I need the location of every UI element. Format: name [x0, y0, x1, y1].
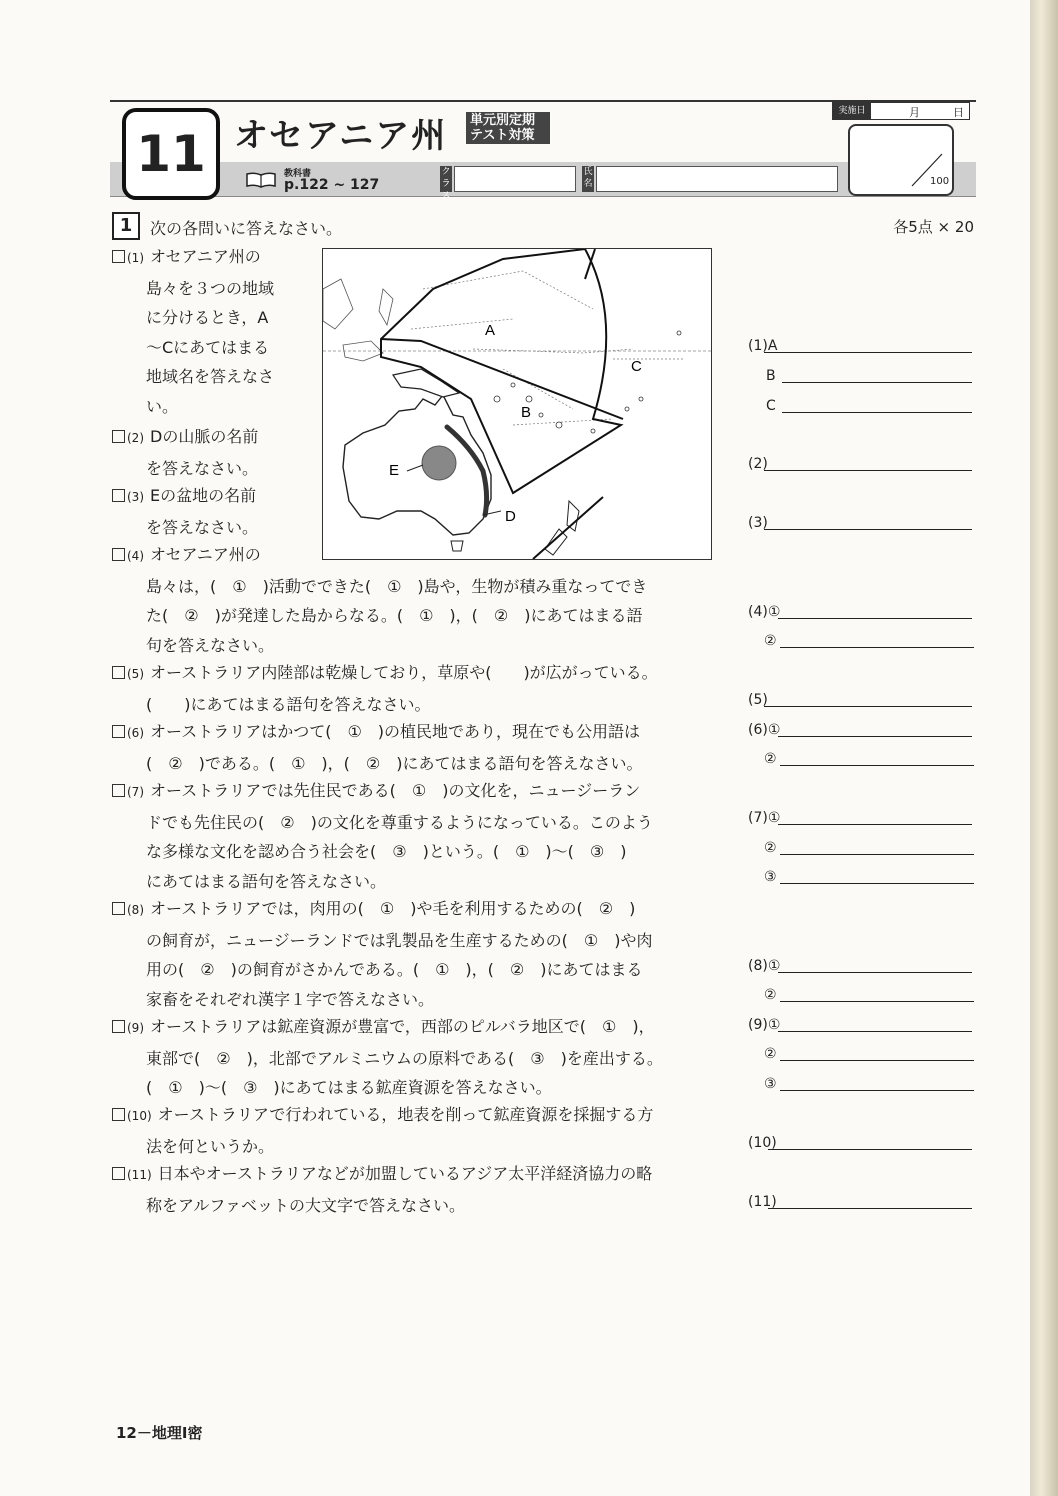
map-drawing: [323, 249, 711, 559]
checkbox-q6[interactable]: [112, 725, 125, 738]
class-label: クラス: [441, 167, 451, 201]
checkbox-q3[interactable]: [112, 489, 125, 502]
answer-1c[interactable]: C: [766, 398, 776, 414]
checkbox-q9[interactable]: [112, 1020, 125, 1033]
question-4: (4) オセアニア州の 島々は，( ① )活動でできた( ① )島や，生物が積み重なってでき た( ② )が発達した島からなる。( ① )，( ② )にあてはまる語 句を答えなさい。: [112, 540, 647, 660]
question-7: (7) オーストラリアでは先住民である( ① )の文化を，ニュージーラン ドでも先住民の( ② )の文化を尊重するようになっている。このよう な多様な文化を認め合う社会を( ③ )という。( ① )～( ③ ) にあてはまる語句を答えなさい。: [112, 776, 653, 896]
question-10: (10) オーストラリアで行われている，地表を削って鉱産資源を採掘する方 法を何というか。: [112, 1100, 653, 1161]
page-title: オセアニア州: [234, 116, 448, 156]
question-11: (11) 日本やオーストラリアなどが加盟しているアジア太平洋経済協力の略 称をアルファベットの大文字で答えなさい。: [112, 1159, 652, 1220]
question-9: (9) オーストラリアは鉱産資源が豊富で，西部のピルバラ地区で( ① )， 東部で( ② )，北部でアルミニウムの原料である( ③ )を産出する。 ( ① )～( ③ )にあてはまる鉱産資源を答えなさい。: [112, 1012, 663, 1103]
map-label-e: E: [389, 462, 400, 479]
answer-7-3[interactable]: ③: [764, 869, 777, 885]
answer-9-1[interactable]: (9)①: [748, 1017, 780, 1033]
oceania-map: [322, 248, 712, 560]
question-2: (2) Dの山脈の名前 を答えなさい。: [112, 422, 258, 483]
checkbox-q11[interactable]: [112, 1167, 125, 1180]
answer-8-2[interactable]: ②: [764, 987, 777, 1003]
checkbox-q10[interactable]: [112, 1108, 125, 1121]
book-spine: [1030, 0, 1058, 1496]
section-number: 1: [112, 212, 140, 240]
checkbox-q1[interactable]: [112, 250, 125, 263]
month-label: 月: [909, 106, 920, 119]
question-5: (5) オーストラリア内陸部は乾燥しており，草原や( )が広がっている。 ( )にあてはまる語句を答えなさい。: [112, 658, 658, 719]
answer-8-1[interactable]: (8)①: [748, 958, 780, 974]
question-3: (3) Eの盆地の名前 を答えなさい。: [112, 481, 258, 542]
answer-6-1[interactable]: (6)①: [748, 722, 780, 738]
answer-5[interactable]: (5): [748, 692, 768, 708]
score-box[interactable]: [848, 124, 954, 196]
answer-3[interactable]: (3): [748, 515, 768, 531]
checkbox-q2[interactable]: [112, 430, 125, 443]
map-label-c: C: [631, 358, 642, 375]
date-field[interactable]: [832, 102, 970, 120]
answer-9-3[interactable]: ③: [764, 1076, 777, 1092]
answer-7-2[interactable]: ②: [764, 840, 777, 856]
answer-4-2[interactable]: ②: [764, 633, 777, 649]
map-label-d: D: [505, 508, 516, 525]
class-field[interactable]: [454, 166, 576, 192]
max-score: 100: [930, 176, 950, 187]
answer-9-2[interactable]: ②: [764, 1046, 777, 1062]
answer-1b[interactable]: B: [766, 368, 776, 384]
section-instruction: 次の各問いに答えなさい。: [150, 219, 343, 238]
checkbox-q7[interactable]: [112, 784, 125, 797]
checkbox-q4[interactable]: [112, 548, 125, 561]
answer-7-1[interactable]: (7)①: [748, 810, 780, 826]
question-8: (8) オーストラリアでは，肉用の( ① )や毛を利用するための( ② ) の飼育が，ニュージーランドでは乳製品を生産するための( ① )や肉 用の( ② )の飼育がさかんである。( ① )，( ② )にあてはまる 家畜をそれぞれ漢字１字で答えなさい。: [112, 894, 653, 1014]
test-badge: 単元別定期テスト対策: [466, 112, 550, 144]
checkbox-q8[interactable]: [112, 902, 125, 915]
points-allocation: 各5点 × 20: [893, 218, 974, 236]
answer-1a[interactable]: (1)A: [748, 338, 777, 354]
name-label: 氏名: [582, 166, 594, 192]
answer-2[interactable]: (2): [748, 456, 768, 472]
unit-number: 11: [122, 108, 220, 200]
textbook-pages: p.122 ~ 127: [284, 177, 380, 193]
map-label-b: B: [521, 404, 532, 421]
book-icon: [246, 172, 276, 188]
map-label-a: A: [485, 322, 496, 339]
answer-10[interactable]: (10): [748, 1135, 777, 1151]
question-6: (6) オーストラリアはかつて( ① )の植民地であり，現在でも公用語は ( ② )である。( ① )，( ② )にあてはまる語句を答えなさい。: [112, 717, 643, 778]
day-label: 日: [953, 106, 964, 119]
score-panel: [832, 100, 970, 196]
answer-11[interactable]: (11): [748, 1194, 777, 1210]
answer-4-1[interactable]: (4)①: [748, 604, 780, 620]
answer-6-2[interactable]: ②: [764, 751, 777, 767]
textbook-label: 教科書: [284, 169, 312, 179]
checkbox-q5[interactable]: [112, 666, 125, 679]
name-field[interactable]: [596, 166, 838, 192]
page-footer: 12－地理Ⅰ密: [116, 1424, 203, 1442]
date-tag: 実施日: [833, 103, 871, 119]
question-1: (1) オセアニア州の 島々を３つの地域 に分けるとき，A ～Cにあてはまる 地域名を答えなさ い。: [112, 242, 274, 421]
